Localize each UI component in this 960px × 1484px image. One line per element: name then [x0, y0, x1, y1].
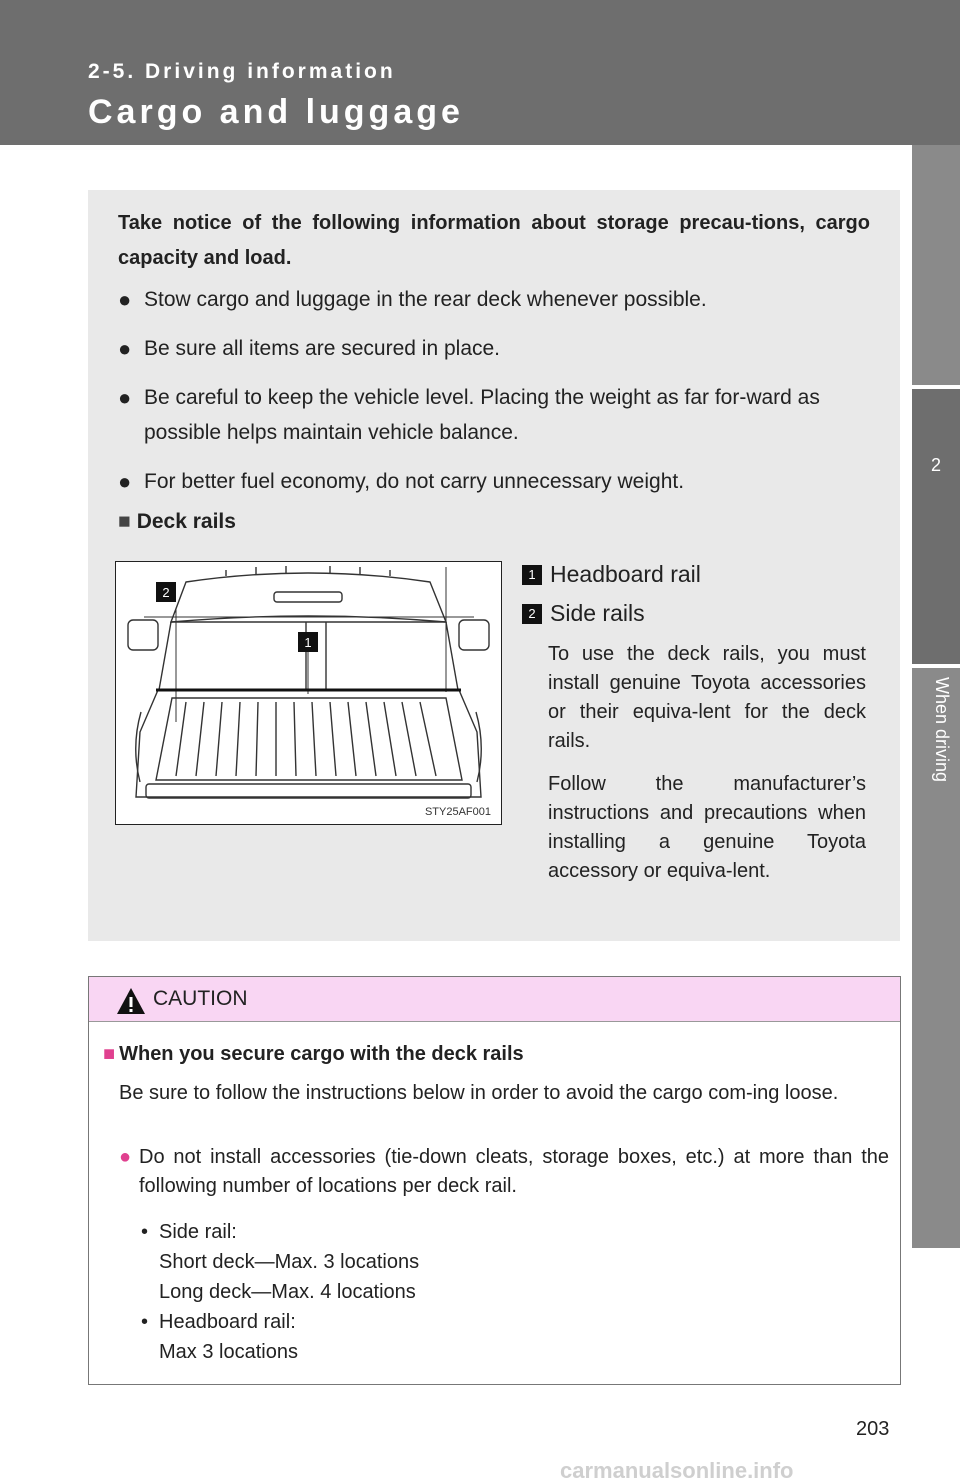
caution-box [88, 976, 901, 1385]
list-item-text: Be sure all items are secured in place. [144, 337, 501, 360]
tab-active-block [912, 389, 960, 664]
page-title: Cargo and luggage [88, 93, 464, 131]
truck-bed-drawing [116, 562, 501, 824]
watermark: carmanualsonline.info [560, 1458, 794, 1483]
rail-limit: Long deck—Max. 4 locations [159, 1281, 416, 1303]
callout-number-1: 1 [522, 565, 542, 585]
caution-header [89, 977, 900, 1022]
callout-label: Side rails [550, 600, 645, 626]
list-item [118, 282, 870, 317]
callout-list [522, 555, 902, 633]
intro-text: Take notice of the following information about storage precau-tions, cargo capacity and load. [118, 212, 870, 269]
bullet-icon: ● [119, 1146, 132, 1168]
deck-rails-note-1: To use the deck rails, you must install genuine Toyota accessories or their equiva-lent for the deck rails. [548, 643, 866, 752]
caution-title: CAUTION [153, 987, 248, 1010]
callout-item-1 [522, 555, 902, 594]
info-box [88, 190, 900, 941]
rail-limit: Max 3 locations [159, 1341, 298, 1363]
square-icon: ■ [103, 1043, 116, 1065]
bullet-icon: ● [118, 287, 132, 312]
list-item: • Headboard rail: [141, 1311, 296, 1333]
caution-subheading-text: When you secure cargo with the deck rails [119, 1043, 524, 1065]
rail-limit-list [141, 1217, 419, 1367]
list-item [118, 380, 870, 450]
deck-rails-heading-text: Deck rails [136, 510, 236, 533]
chapter-label: When driving [932, 677, 952, 783]
precaution-list [118, 282, 870, 513]
caution-bullet [119, 1143, 889, 1201]
list-item: • Side rail: [141, 1221, 237, 1243]
callout-item-2 [522, 594, 902, 633]
rail-label: Side rail: [159, 1221, 237, 1243]
caution-bullet-text: Do not install accessories (tie-down cleats, storage boxes, etc.) at more than the following number of locations per deck rail. [139, 1146, 889, 1197]
section-label: 2-5. Driving information [88, 60, 396, 83]
list-item-text: Stow cargo and luggage in the rear deck whenever possible. [144, 288, 707, 311]
chapter-number: 2 [930, 455, 941, 475]
page-number: 203 [856, 1418, 890, 1440]
list-item [118, 331, 870, 366]
chapter-side-tab [912, 145, 960, 1245]
square-icon: ■ [118, 510, 131, 533]
page-header [0, 0, 960, 145]
bullet-icon: ● [118, 336, 132, 361]
caution-subheading [103, 1043, 524, 1066]
truck-bed-illustration [115, 561, 502, 825]
caution-body: Be sure to follow the instructions below in order to avoid the cargo com-ing loose. [119, 1082, 839, 1104]
list-item [118, 464, 870, 499]
bullet-icon: ● [118, 385, 132, 410]
list-item-text: Be careful to keep the vehicle level. Placing the weight as far for-ward as possible helps maintain vehicle balance. [144, 386, 820, 444]
list-item-text: For better fuel economy, do not carry unnecessary weight. [144, 470, 685, 493]
rail-limit: Short deck—Max. 3 locations [159, 1251, 420, 1273]
warning-triangle-icon [115, 985, 147, 1017]
deck-rails-note-2: Follow the manufacturer’s instructions and precautions when installing a genuine Toyota accessory or equiva-lent. [548, 773, 866, 882]
figure-code: STY25AF001 [424, 806, 491, 818]
list-item [141, 1277, 419, 1307]
tab-upper-block [912, 145, 960, 385]
rail-label: Headboard rail: [159, 1311, 296, 1333]
list-item [141, 1337, 419, 1367]
svg-text:1: 1 [304, 635, 312, 650]
callout-number-2: 2 [522, 604, 542, 624]
bullet-icon: ● [118, 469, 132, 494]
svg-text:2: 2 [162, 585, 170, 600]
deck-rails-heading [118, 510, 236, 534]
callout-label: Headboard rail [550, 561, 701, 587]
list-item [141, 1247, 419, 1277]
